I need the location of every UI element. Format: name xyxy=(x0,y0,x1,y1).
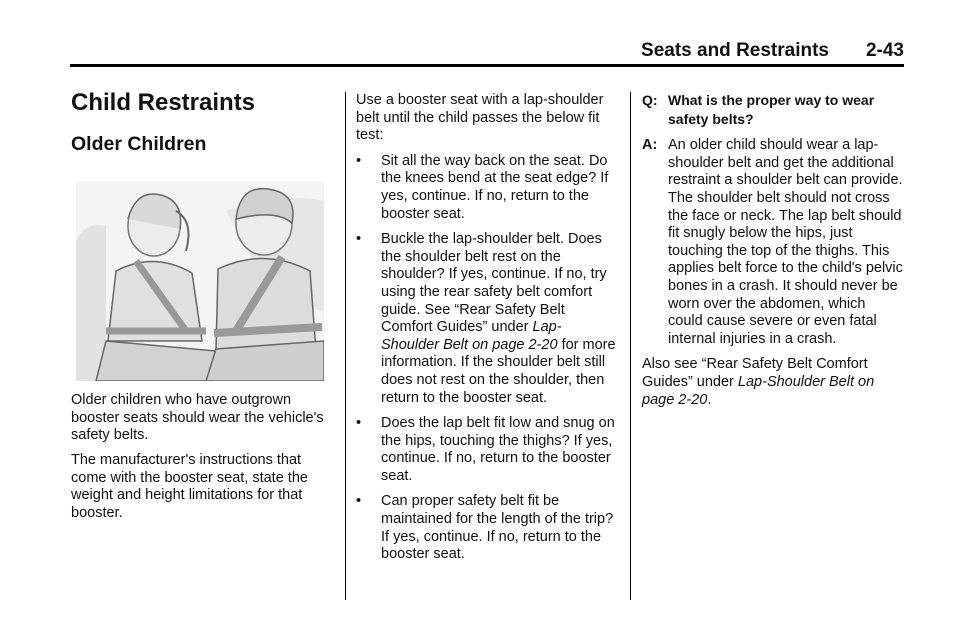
section-subtitle: Older Children xyxy=(71,133,207,155)
question-text: What is the proper way to wear safety belts? xyxy=(668,92,875,127)
bullet-icon: • xyxy=(356,231,362,248)
bullet-icon: • xyxy=(356,152,362,169)
illustration-svg xyxy=(76,181,324,381)
bullet-icon: • xyxy=(356,493,362,510)
question-block xyxy=(642,92,904,129)
answer-block xyxy=(642,137,904,348)
also-see-post: . xyxy=(707,391,712,408)
bullet-text xyxy=(381,231,616,405)
column-middle xyxy=(356,92,618,572)
list-item xyxy=(356,231,618,407)
children-seatbelt-illustration xyxy=(76,181,324,381)
column-divider-2 xyxy=(630,92,631,600)
page-header xyxy=(70,38,904,67)
paragraph-outgrown: Older children who have outgrown booster seats should wear the vehicle's safety belts. xyxy=(71,392,324,444)
list-item xyxy=(356,415,618,485)
paragraph-also-see xyxy=(642,356,904,409)
bullet-text-post: for more information. If the shoulder belt still does not rest on the shoulder, then return to the booster seat. xyxy=(381,336,616,406)
column-right xyxy=(642,92,904,417)
answer-label: A: xyxy=(642,137,658,154)
also-see-pre: Also see “Rear Safety Belt Comfort Guides” under xyxy=(642,356,868,390)
question-label: Q: xyxy=(642,92,658,108)
bullet-text: Sit all the way back on the seat. Do the knees bend at the seat edge? If yes, continue. If no, return to the booster seat. xyxy=(381,152,609,222)
section-title: Seats and Restraints xyxy=(641,40,829,61)
page-title: Child Restraints xyxy=(71,89,256,116)
paragraph-manufacturer: The manufacturer's instructions that come with the booster seat, state the weight and height limitations for that booster. xyxy=(71,452,308,521)
column-divider-1 xyxy=(345,92,346,600)
answer-text: An older child should wear a lap-shoulder belt and get the additional restraint a shoulder belt can provide. The shoulder belt should not cross the face or neck. The lap belt should fit snugly below the hips, just touching the top of the thighs. This applies belt force to the child's pelvic bones in a crash. It should never be worn over the abdomen, which could cause severe or even fatal internal injuries in a crash. xyxy=(668,137,903,347)
bullet-text-pre: Buckle the lap-shoulder belt. Does the shoulder belt rest on the shoulder? If yes, continue. If no, try using the rear safety belt comfort guide. See “Rear Safety Belt Comfort Guides” under xyxy=(381,231,607,336)
cross-reference-link: Lap-Shoulder Belt on page 2-20 xyxy=(381,319,562,353)
paragraph-fit-test-intro: Use a booster seat with a lap-shoulder belt until the child passes the below fit test: xyxy=(356,92,604,144)
bullet-text: Does the lap belt fit low and snug on the hips, touching the thighs? If yes, continue. If no, return to the booster seat. xyxy=(381,415,615,484)
list-item xyxy=(356,153,618,223)
bullet-icon: • xyxy=(356,415,362,432)
page-number: 2-43 xyxy=(865,40,904,61)
cross-reference-link: Lap-Shoulder Belt on page 2-20 xyxy=(642,373,875,408)
bullet-text: Can proper safety belt fit be maintained for the length of the trip? If yes, continue. If no, return to the booster seat. xyxy=(381,493,614,563)
list-item xyxy=(356,493,618,563)
